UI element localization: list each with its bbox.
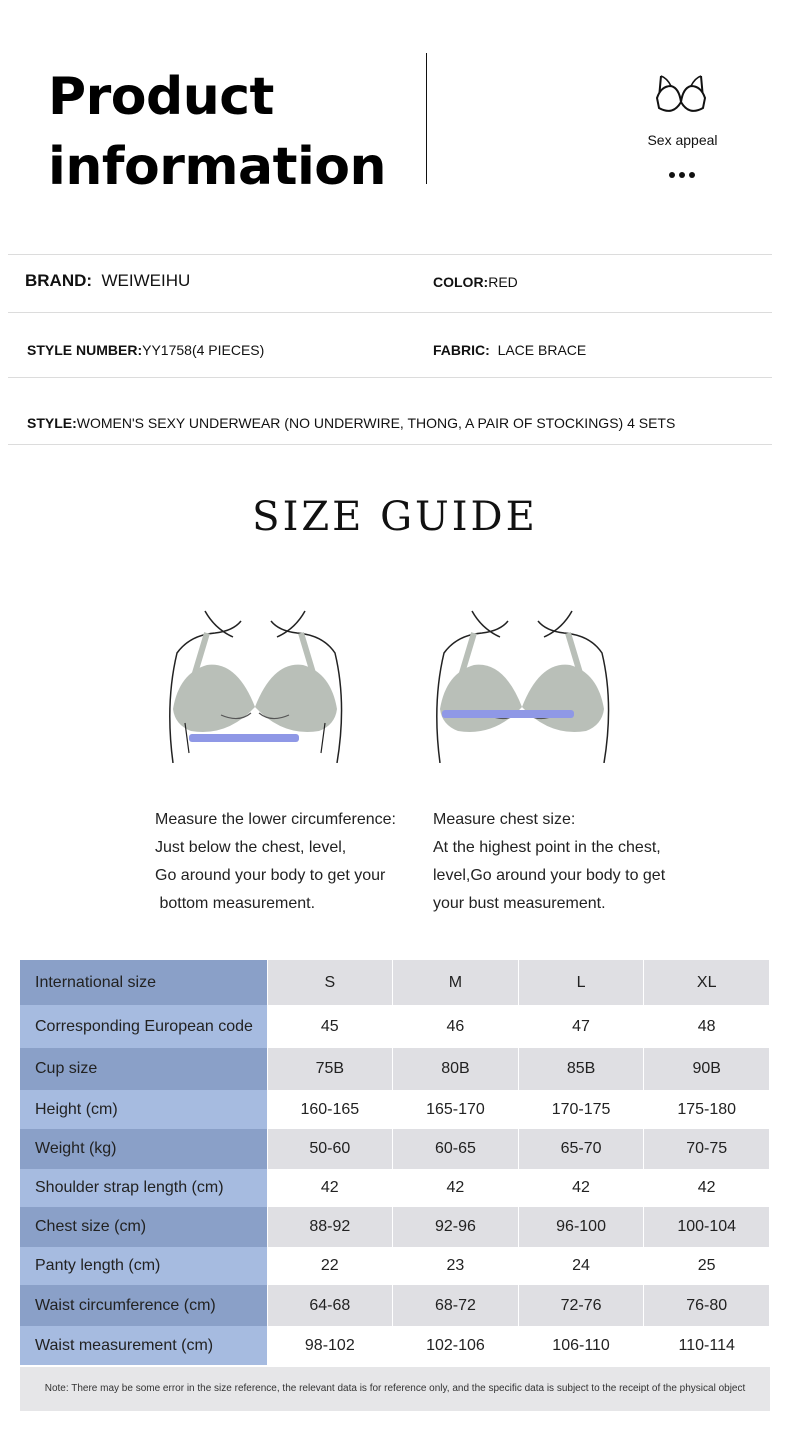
table-cell: S — [267, 960, 393, 1005]
table-cell: 42 — [393, 1169, 519, 1207]
chest-size-illustration — [422, 603, 622, 763]
table-cell: 175-180 — [644, 1090, 770, 1129]
table-cell: 50-60 — [267, 1129, 393, 1169]
ellipsis-icon[interactable] — [667, 170, 697, 180]
table-cell: 90B — [644, 1048, 770, 1090]
info-divider — [8, 312, 772, 313]
row-label: Height (cm) — [20, 1090, 267, 1129]
table-row — [20, 1169, 770, 1207]
table-row — [20, 960, 770, 1005]
bra-icon — [653, 72, 709, 118]
row-label: Waist measurement (cm) — [20, 1326, 267, 1365]
table-cell: 25 — [644, 1247, 770, 1285]
style-number-field — [27, 342, 264, 358]
table-row — [20, 1090, 770, 1129]
style-number-key: STYLE NUMBER: — [27, 342, 143, 358]
lower-circumference-text: Measure the lower circumference: Just below the chest, level, Go around your body to get your bottom measurement. — [155, 811, 396, 912]
table-row — [20, 1005, 770, 1048]
style-field — [27, 415, 675, 431]
table-cell: 42 — [518, 1169, 644, 1207]
table-cell: 42 — [267, 1169, 393, 1207]
fabric-value: LACE BRACE — [497, 342, 587, 358]
table-cell: 47 — [518, 1005, 644, 1048]
table-cell: 76-80 — [644, 1285, 770, 1326]
row-label: Cup size — [20, 1048, 267, 1090]
table-row — [20, 1129, 770, 1169]
table-row — [20, 1326, 770, 1365]
fabric-field — [433, 342, 586, 358]
brand-value: WEIWEIHU — [101, 271, 191, 290]
size-note: Note: There may be some error in the size reference, the relevant data is for reference only, and the specific data is subject to the receipt of the physical object — [20, 1367, 770, 1411]
table-cell: 165-170 — [393, 1090, 519, 1129]
table-cell: 22 — [267, 1247, 393, 1285]
info-divider — [8, 254, 772, 255]
table-cell: 45 — [267, 1005, 393, 1048]
size-table — [20, 960, 770, 1365]
brand-key: BRAND: — [25, 271, 93, 290]
table-cell: M — [393, 960, 519, 1005]
color-field — [433, 274, 518, 290]
size-guide-title: SIZE GUIDE — [252, 494, 538, 540]
table-cell: 75B — [267, 1048, 393, 1090]
row-label: Weight (kg) — [20, 1129, 267, 1169]
table-cell: 96-100 — [518, 1207, 644, 1247]
table-cell: 98-102 — [267, 1326, 393, 1365]
table-cell: 64-68 — [267, 1285, 393, 1326]
info-divider — [8, 444, 772, 445]
fabric-key: FABRIC: — [433, 342, 490, 358]
style-value: WOMEN'S SEXY UNDERWEAR (NO UNDERWIRE, THONG, A PAIR OF STOCKINGS) 4 SETS — [76, 415, 676, 431]
table-cell: 85B — [518, 1048, 644, 1090]
title-line-1: Product — [48, 67, 274, 127]
row-label: Chest size (cm) — [20, 1207, 267, 1247]
table-cell: L — [518, 960, 644, 1005]
table-cell: 170-175 — [518, 1090, 644, 1129]
table-cell: 110-114 — [644, 1326, 770, 1365]
tag-label: Sex appeal — [647, 132, 718, 148]
table-cell: 72-76 — [518, 1285, 644, 1326]
table-cell: 80B — [393, 1048, 519, 1090]
table-cell: 106-110 — [518, 1326, 644, 1365]
table-row — [20, 1285, 770, 1326]
table-cell: 88-92 — [267, 1207, 393, 1247]
row-label: Shoulder strap length (cm) — [20, 1169, 267, 1207]
chest-size-text: Measure chest size: At the highest point in the chest, level,Go around your body to get your bust measurement. — [433, 811, 666, 912]
table-cell: 46 — [393, 1005, 519, 1048]
table-cell: 65-70 — [518, 1129, 644, 1169]
table-cell: 92-96 — [393, 1207, 519, 1247]
style-number-value: YY1758(4 PIECES) — [142, 342, 265, 358]
table-cell: 68-72 — [393, 1285, 519, 1326]
lower-circumference-illustration — [155, 603, 355, 763]
brand-field — [25, 271, 190, 291]
table-cell: 160-165 — [267, 1090, 393, 1129]
table-row — [20, 1207, 770, 1247]
page-title — [48, 62, 386, 202]
table-cell: 48 — [644, 1005, 770, 1048]
table-cell: 24 — [518, 1247, 644, 1285]
table-row — [20, 1048, 770, 1090]
row-label: International size — [20, 960, 267, 1005]
row-label: Panty length (cm) — [20, 1247, 267, 1285]
color-value: RED — [488, 274, 518, 290]
table-cell: 23 — [393, 1247, 519, 1285]
table-cell: 102-106 — [393, 1326, 519, 1365]
table-cell: 42 — [644, 1169, 770, 1207]
table-cell: 100-104 — [644, 1207, 770, 1247]
row-label: Waist circumference (cm) — [20, 1285, 267, 1326]
row-label: Corresponding European code — [20, 1005, 267, 1048]
table-row — [20, 1247, 770, 1285]
color-key: COLOR: — [433, 274, 489, 290]
table-cell: XL — [644, 960, 770, 1005]
info-divider — [8, 377, 772, 378]
table-cell: 70-75 — [644, 1129, 770, 1169]
table-cell: 60-65 — [393, 1129, 519, 1169]
style-key: STYLE: — [27, 415, 77, 431]
title-divider — [426, 53, 427, 184]
title-line-2: information — [48, 137, 387, 197]
